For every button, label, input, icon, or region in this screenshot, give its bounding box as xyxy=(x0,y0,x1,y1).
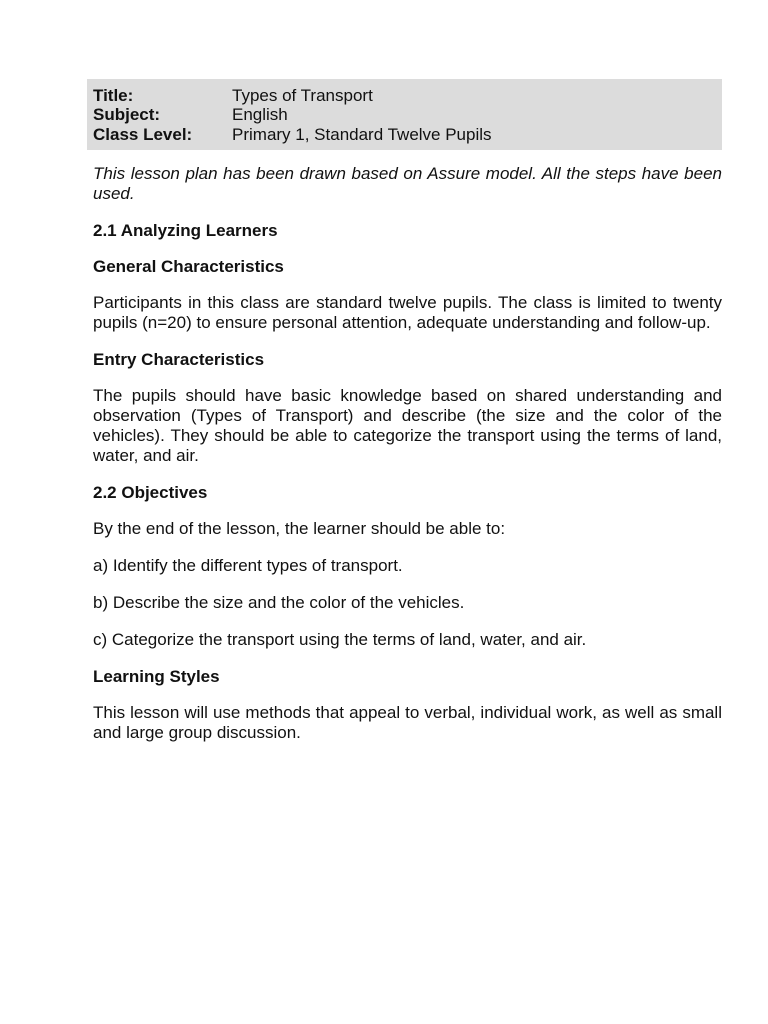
header-label: Class Level: xyxy=(93,124,193,144)
intro-paragraph: This lesson plan has been drawn based on Assure model. All the steps have been used. xyxy=(93,163,722,203)
subheading-general-characteristics: General Characteristics xyxy=(93,256,284,276)
objective-item: a) Identify the different types of transport. xyxy=(93,555,403,575)
header-row-class-level xyxy=(93,125,716,145)
general-characteristics-text: Participants in this class are standard twelve pupils. The class is limited to twenty pupils (n=20) to ensure personal attention, adequate understanding and follow-up. xyxy=(93,292,722,332)
section-heading-analyzing-learners: 2.1 Analyzing Learners xyxy=(93,220,278,240)
document-page xyxy=(87,79,722,760)
learning-styles-text: This lesson will use methods that appeal to verbal, individual work, as well as small and large group discussion. xyxy=(93,702,722,742)
header-label: Subject: xyxy=(93,105,161,125)
lesson-header-box xyxy=(87,79,722,150)
objective-item: c) Categorize the transport using the terms of land, water, and air. xyxy=(93,629,587,649)
header-value: Primary 1, Standard Twelve Pupils xyxy=(232,124,492,144)
header-value: Types of Transport xyxy=(232,85,373,105)
header-value: English xyxy=(232,105,288,125)
section-heading-objectives: 2.2 Objectives xyxy=(93,482,208,502)
objectives-lead: By the end of the lesson, the learner should be able to: xyxy=(93,518,506,538)
header-label: Title: xyxy=(93,85,134,105)
subheading-entry-characteristics: Entry Characteristics xyxy=(93,349,265,369)
subheading-learning-styles: Learning Styles xyxy=(93,666,220,686)
header-row-title xyxy=(93,86,716,106)
entry-characteristics-text: The pupils should have basic knowledge based on shared understanding and observation (Types of Transport) and describe (the size and the color of the vehicles). They should be able to categorize the transport using the terms of land, water, and air. xyxy=(93,385,722,465)
header-row-subject xyxy=(93,106,716,126)
document-body xyxy=(87,164,722,743)
objective-item: b) Describe the size and the color of the vehicles. xyxy=(93,592,465,612)
